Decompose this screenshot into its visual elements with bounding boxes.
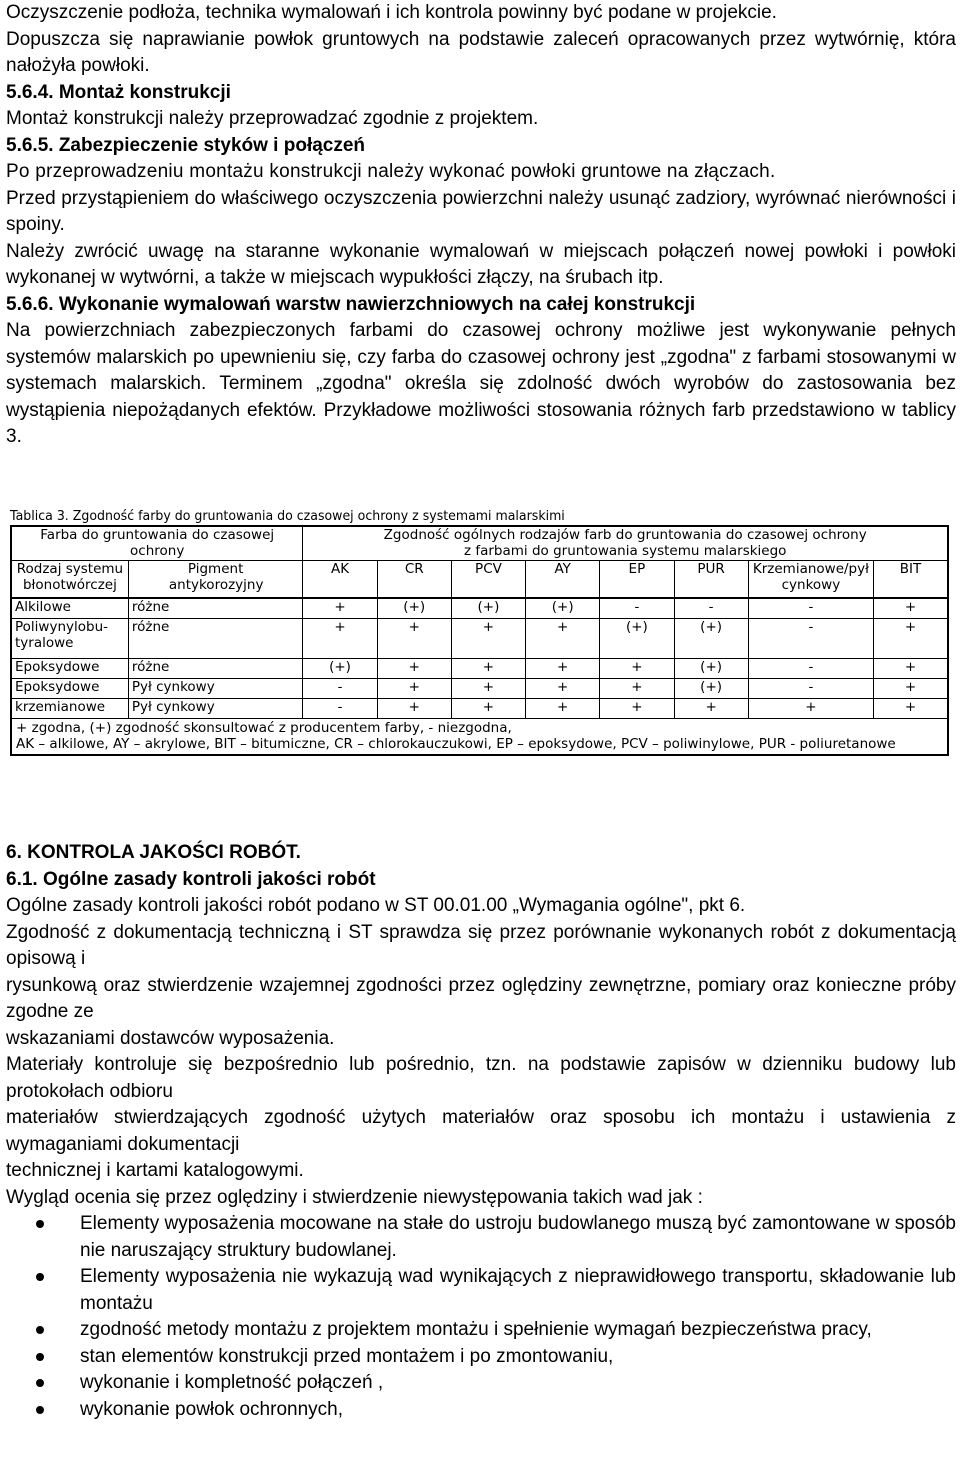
table-cell: + [874,678,948,698]
section-heading-5-6-5: 5.6.5. Zabezpieczenie styków i połączeń [6,134,366,156]
table-legend [11,718,948,755]
table-cell: + [377,698,451,718]
header-primer: Farba do gruntowania do czasowej ochrony [11,526,303,560]
table-cell: Pył cynkowy [128,678,303,698]
paragraph: Dopuszcza się naprawianie powłok gruntowych na podstawie zaleceń opracowanych przez wytwórnię, która nałożyła powłoki. [6,28,956,76]
table-cell: - [303,698,377,718]
paragraph: technicznej i kartami katalogowymi. [6,1160,304,1181]
column-header: Krzemianowe/pył cynkowy [748,560,873,598]
table-cell: + [600,678,674,698]
table-cell: + [874,698,948,718]
column-header: PUR [674,560,748,598]
document-body [6,0,956,451]
table-cell: + [874,618,948,658]
table-cell: + [451,618,525,658]
paragraph: Ogólne zasady kontroli jakości robót podano w ST 00.01.00 „Wymagania ogólne", pkt 6. [6,895,746,916]
section-heading-5-6-4: 5.6.4. Montaż konstrukcji [6,81,231,103]
table-cell: - [674,598,748,618]
table-cell: - [748,618,873,658]
list-item-text: stan elementów konstrukcji przed montażem i po zmontowaniu, [80,1345,614,1367]
table-cell: + [377,658,451,678]
header-compatibility: Zgodność ogólnych rodzajów farb do gruntowania do czasowej ochrony z farbami do gruntowania systemu malarskiego [303,526,948,560]
list-item-text: wykonanie i kompletność połączeń , [80,1372,384,1393]
column-header-binder: Rodzaj systemu błonotwórczej [11,560,128,598]
paragraph: Na powierzchniach zabezpieczonych farbami do czasowej ochrony możliwe jest wykonywanie pełnych systemów malarskich po upewnieniu się, czy farba do czasowej ochrony jest „zgodna" z farbami stosowanymi w systemach malarskich. Terminem „zgodna" określa się zdolność dwóch wyrobów do zastosowania bez wystąpienia niepożądanych efektów. Przykładowe możliwości stosowania różnych farb przedstawiono w tablicy 3. [6,320,956,447]
table-cell: + [674,698,748,718]
table-cell: (+) [600,618,674,658]
table-cell: + [748,698,873,718]
table-cell: + [526,658,600,678]
column-header: AY [526,560,600,598]
table-cell: + [600,698,674,718]
bullet-icon [36,1273,44,1281]
list-item [6,1317,956,1344]
list-item [6,1211,956,1264]
table-cell: - [748,658,873,678]
defect-list [6,1211,956,1423]
compatibility-table-figure [10,508,949,756]
paragraph: Zgodność z dokumentacją techniczną i ST sprawdza się przez porównanie wykonanych robót z dokumentacją opisową i [6,921,956,969]
compatibility-table [10,525,949,756]
paragraph: Materiały kontroluje się bezpośrednio lub pośrednio, tzn. na podstawie zapisów w dzienniku budowy lub protokołach odbioru [6,1054,956,1102]
legend-line: + zgodna, (+) zgodność skonsultować z producentem farby, - niezgodna, [16,719,512,736]
bullet-icon [36,1353,44,1361]
table-cell: + [303,598,377,618]
column-header: EP [600,560,674,598]
table-cell: - [748,678,873,698]
column-header: PCV [451,560,525,598]
table-cell: (+) [303,658,377,678]
table-cell: Epoksydowe [11,678,128,698]
list-item [6,1370,956,1397]
list-item-text: Elementy wyposażenia nie wykazują wad wynikających z nieprawidłowego transportu, składowanie lub montażu [80,1266,956,1314]
paragraph: Montaż konstrukcji należy przeprowadzać zgodnie z projektem. [6,108,539,129]
list-item-text: zgodność metody montażu z projektem montażu i spełnienie wymagań bezpieczeństwa pracy, [80,1319,872,1340]
table-cell: + [874,598,948,618]
bullet-icon [36,1326,44,1334]
table-cell: (+) [451,598,525,618]
table-cell: (+) [526,598,600,618]
table-cell: krzemianowe [11,698,128,718]
table-cell: + [451,698,525,718]
bullet-icon [36,1406,44,1414]
paragraph: materiałów stwierdzających zgodność użytych materiałów oraz sposobu ich montażu i ustawienia z wymaganiami dokumentacji [6,1107,956,1155]
bullet-icon [36,1379,44,1387]
column-header: AK [303,560,377,598]
paragraph: Należy zwrócić uwagę na staranne wykonanie wymalowań w miejscach połączeń nowej powłoki i powłoki wykonanej w wytwórni, a także w miejscach wypukłości złączy, na śrubach itp. [6,240,956,288]
list-item-text: Elementy wyposażenia mocowane na stałe do ustroju budowlanego muszą być zamontowane w sposób nie naruszający struktury budowlanej. [80,1213,956,1261]
table-cell: + [451,678,525,698]
table-cell: (+) [674,618,748,658]
table-cell: (+) [674,658,748,678]
paragraph: Przed przystąpieniem do właściwego oczyszczenia powierzchni należy usunąć zadziory, wyrównać nierówności i spoiny. [6,187,956,235]
column-header: BIT [874,560,948,598]
table-cell: Epoksydowe [11,658,128,678]
table-cell: + [526,618,600,658]
table-cell: + [526,678,600,698]
paragraph: Po przeprowadzeniu montażu konstrukcji należy wykonać powłoki gruntowe na złączach. [6,161,776,182]
paragraph: Wygląd ocenia się przez oględziny i stwierdzenie niewystępowania takich wad jak : [6,1186,703,1208]
table-cell: - [303,678,377,698]
column-header-pigment: Pigment antykorozyjny [128,560,303,598]
paragraph: rysunkową oraz stwierdzenie wzajemnej zgodności przez oględziny zewnętrzne, pomiary oraz konieczne próby zgodne ze [6,974,956,1022]
table-cell: - [600,598,674,618]
list-item [6,1344,956,1371]
table-cell: Poliwynylobu-tyralowe [11,618,128,658]
section-heading-6: 6. KONTROLA JAKOŚCI ROBÓT. [6,842,301,863]
table-cell: Alkilowe [11,598,128,618]
table-cell: + [377,678,451,698]
table-cell: - [748,598,873,618]
paragraph: Oczyszczenie podłoża, technika wymalowań i ich kontrola powinny być podane w projekcie. [6,2,777,23]
table-caption: Tablica 3. Zgodność farby do gruntowania do czasowej ochrony z systemami malarskimi [10,508,565,524]
bullet-icon [36,1220,44,1228]
table-cell: różne [128,618,303,658]
legend-line: AK – alkilowe, AY – akrylowe, BIT – bitumiczne, CR – chlorokauczukowi, EP – epoksydowe, PCV – poliwinylowe, PUR - poliuretanowe [16,735,896,752]
table-cell: różne [128,658,303,678]
table-cell: (+) [674,678,748,698]
table-cell: + [377,618,451,658]
paragraph: wskazaniami dostawców wyposażenia. [6,1027,335,1049]
table-cell: różne [128,598,303,618]
list-item [6,1264,956,1317]
table-cell: + [874,658,948,678]
table-cell: + [451,658,525,678]
table-cell: + [303,618,377,658]
section-6 [6,840,956,1423]
table-cell: Pył cynkowy [128,698,303,718]
table-cell: + [526,698,600,718]
table-cell: + [600,658,674,678]
column-header: CR [377,560,451,598]
section-heading-6-1: 6.1. Ogólne zasady kontroli jakości robót [6,868,376,890]
list-item-text: wykonanie powłok ochronnych, [80,1398,343,1420]
section-heading-5-6-6: 5.6.6. Wykonanie wymalowań warstw nawierzchniowych na całej konstrukcji [6,293,696,315]
list-item [6,1397,956,1424]
table-cell: (+) [377,598,451,618]
